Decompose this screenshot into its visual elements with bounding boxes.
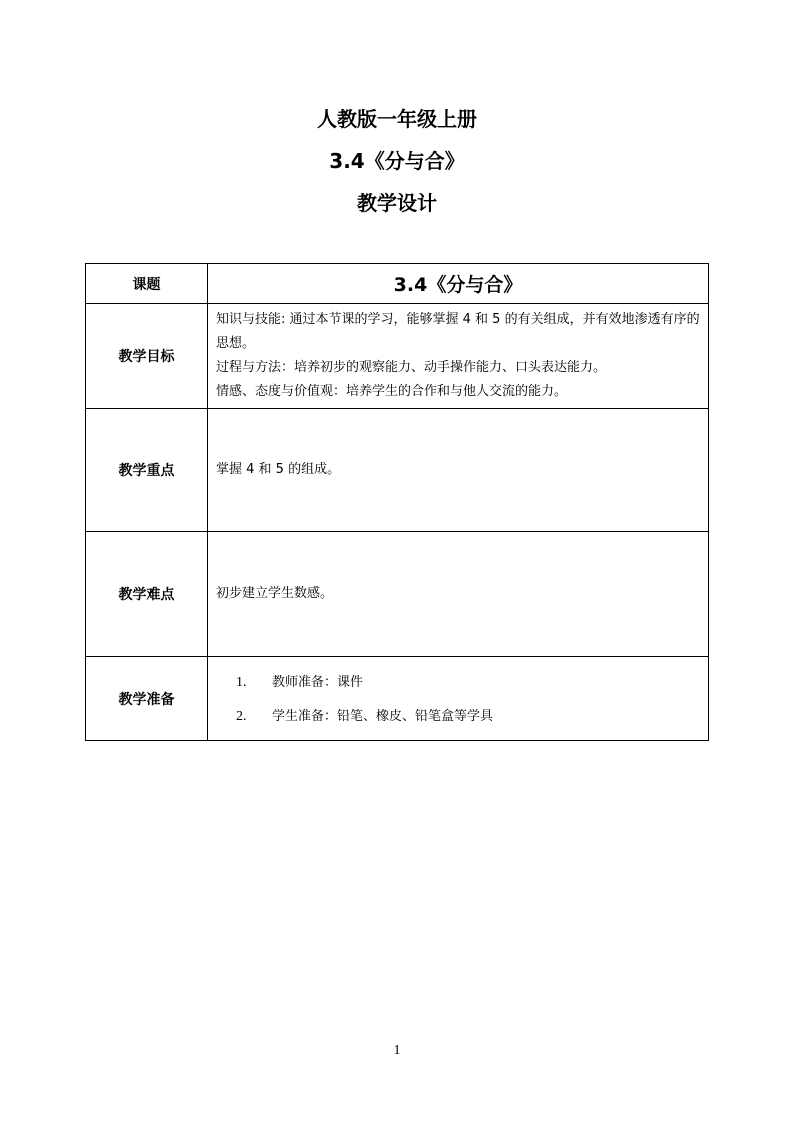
key-label: 教学重点 (86, 409, 208, 532)
table-row-goals (86, 304, 709, 409)
document-title-line2: 3.4《分与合》 (329, 149, 465, 173)
goal-line-process: 过程与方法：培养初步的观察能力、动手操作能力、口头表达能力。 (216, 360, 607, 375)
lesson-plan-table (85, 263, 709, 741)
document-title-line3: 教学设计 (357, 191, 437, 215)
difficulty-content: 初步建立学生数感。 (208, 532, 709, 657)
goal-label: 教学目标 (86, 304, 208, 409)
difficulty-label: 教学难点 (86, 532, 208, 657)
table-row-preparation (86, 657, 709, 741)
prep-list (216, 673, 700, 727)
table-row-difficulties (86, 532, 709, 657)
table-row-key-points (86, 409, 709, 532)
prep-item-number: 1. (236, 674, 247, 690)
key-content: 掌握 4 和 5 的组成。 (208, 409, 709, 532)
list-item (216, 707, 700, 727)
goal-line-knowledge: 知识与技能: 通过本节课的学习，能够掌握 4 和 5 的有关组成，并有效地渗透有序的思想。 (216, 312, 700, 351)
document-title-line1: 人教版一年级上册 (317, 107, 477, 131)
list-item (216, 673, 700, 693)
prep-item-text: 教师准备：课件 (272, 674, 364, 690)
title-label: 课题 (86, 264, 208, 304)
title-value: 3.4《分与合》 (208, 264, 709, 304)
goal-content (208, 304, 709, 409)
prep-label: 教学准备 (86, 657, 208, 741)
table-row-title (86, 264, 709, 304)
goal-line-emotion: 情感、态度与价值观：培养学生的合作和与他人交流的能力。 (216, 384, 568, 399)
prep-item-number: 2. (236, 708, 247, 724)
page-number: 1 (393, 1043, 401, 1058)
prep-content (208, 657, 709, 741)
prep-item-text: 学生准备：铅笔、橡皮、铅笔盒等学具 (272, 708, 494, 724)
